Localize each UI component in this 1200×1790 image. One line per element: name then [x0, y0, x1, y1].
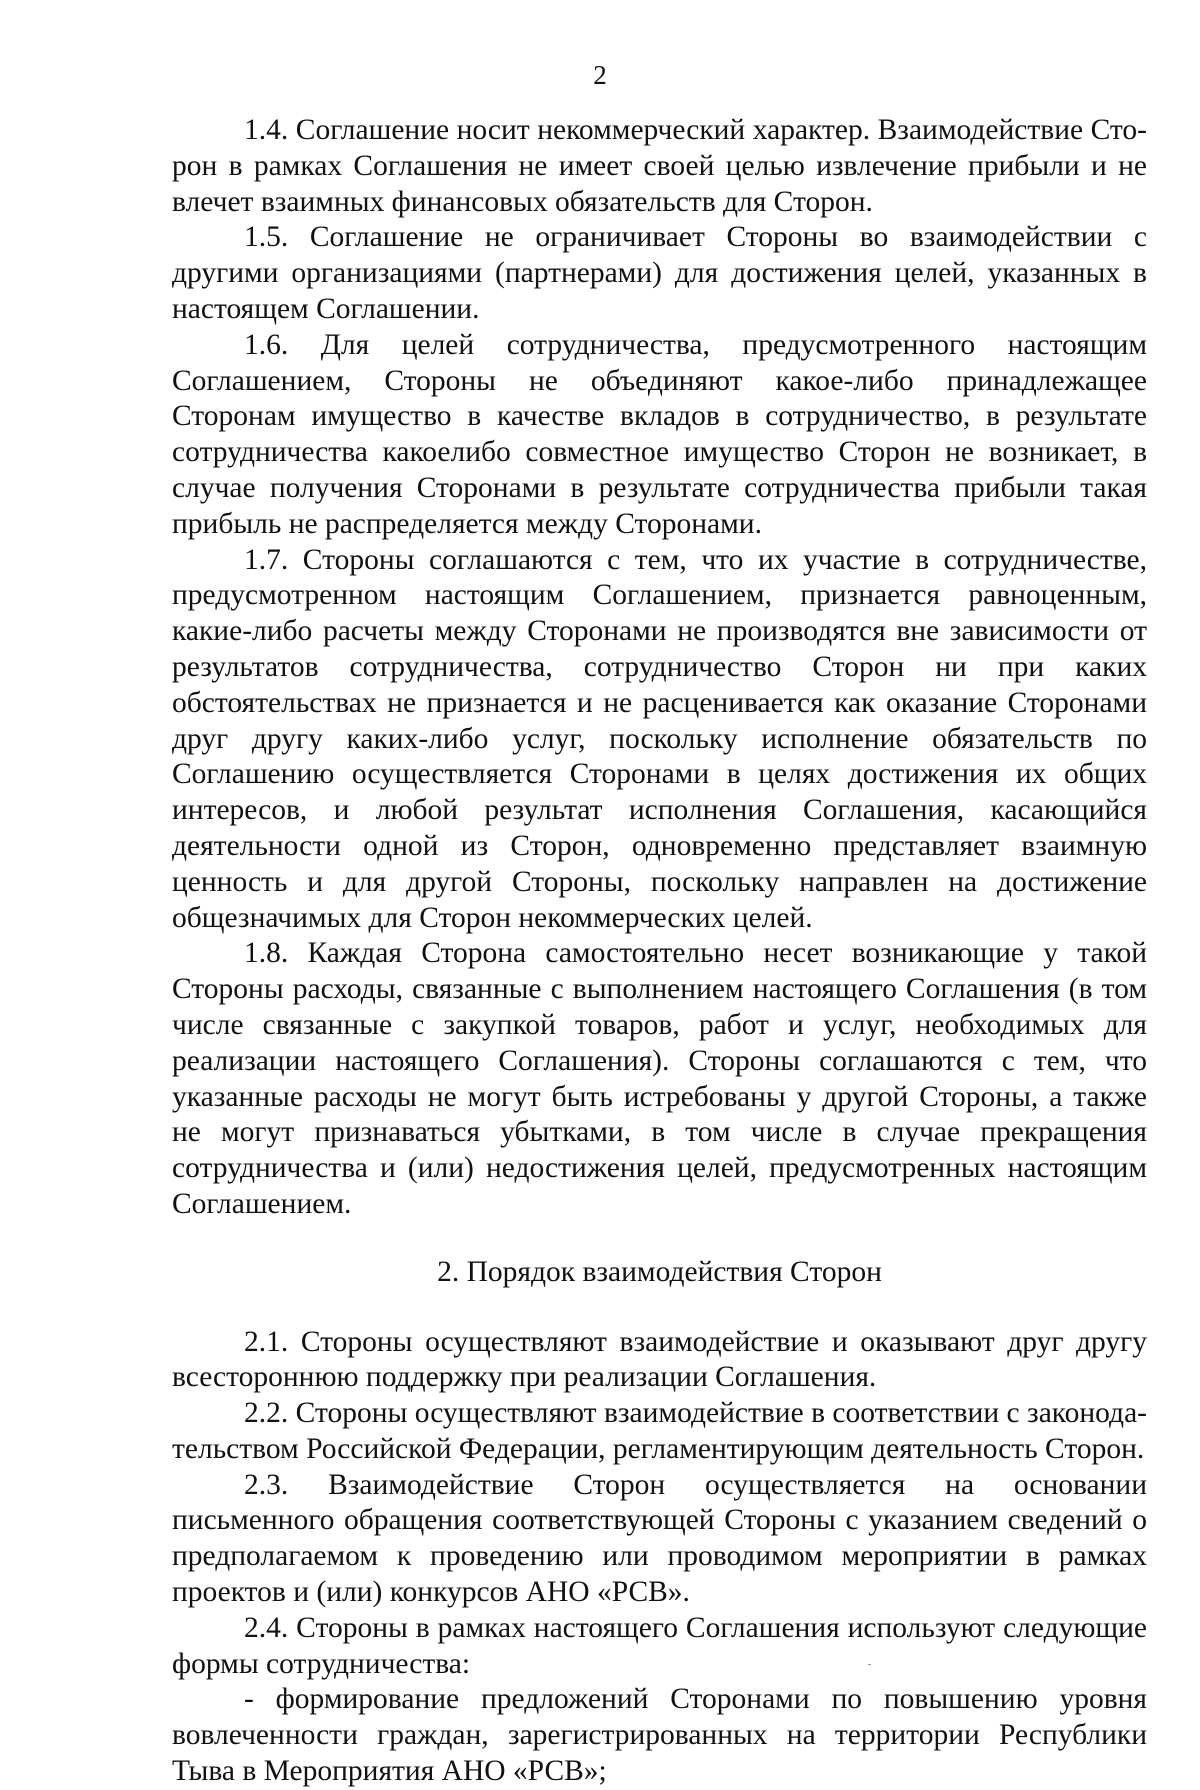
- list-item-formation-proposals: - формирование предложений Сторонами по повышению уровня вовлеченности граждан, зарегистрированных на территории Республики Тыва в Мероприятия АНО «РСВ»;: [172, 1683, 1147, 1788]
- paragraph-2-2: 2.2. Стороны осуществляют взаимодействие в соответствии с законодательством Российской Федерации, регламентирующим деятельность Сторон.: [172, 1397, 1147, 1465]
- paragraph-2-1: 2.1. Стороны осуществляют взаимодействие и оказывают друг другу всестороннюю поддержку при реализации Соглашения.: [172, 1325, 1147, 1394]
- document-body: [172, 113, 1147, 1790]
- paragraph-1-7: 1.7. Стороны соглашаются с тем, что их участие в сотрудничестве, предусмотренном настоящим Соглашением, признается равноценным, какие-либо расчеты между Сторонами не производятся вне зависимости от результатов сотрудничества, сотрудничество Сторон ни при каких обстоятельствах не признается и не расценивается как оказание Сторонами друг другу каких-либо услуг, поскольку исполнение обязательств по Соглашению осуществляется Сторонами в целях достижения их общих интересов, и любой результат исполнения Соглашения, касающийся деятельности одной из Сторон, одновременно представляет взаимную ценность и для другой Стороны, поскольку направлен на достижение общезначимых для Сторон некоммерческих целей.: [172, 543, 1147, 934]
- paragraph-1-6: 1.6. Для целей сотрудничества, предусмотренного настоящим Соглашением, Стороны не объединяют какое-либо принадлежащее Сторонам имущество в качестве вкладов в сотрудничество, в результате сотрудничества какоелибо совместное имущество Сторон не возникает, в случае получения Сторонами в результате сотрудничества прибыли такая прибыль не распределяется между Сторонами.: [172, 328, 1147, 540]
- paragraph-1-8: 1.8. Каждая Сторона самостоятельно несет возникающие у такой Стороны расходы, связанные с выполнением настоящего Соглашения (в том числе связанные с закупкой товаров, работ и услуг, необходимых для реализации настоящего Соглашения). Стороны соглашаются с тем, что указанные расходы не могут быть истребованы у другой Стороны, а также не могут признаваться убытками, в том числе в случае прекращения сотрудничества и (или) недостижения целей, предусмотренных настоящим Соглашением.: [172, 937, 1147, 1220]
- paragraph-1-4: 1.4. Соглашение носит некоммерческий характер. Взаимодействие Сторон в рамках Соглашения не имеет своей целью извлечение прибыли и не влечет взаимных финансовых обязательств для Сторон.: [172, 114, 1147, 218]
- page-number: 2: [593, 60, 607, 90]
- scan-speck: [868, 1664, 871, 1665]
- section-2-heading: 2. Порядок взаимодействия Сторон: [437, 1255, 882, 1288]
- paragraph-1-5: 1.5. Соглашение не ограничивает Стороны во взаимодействии с другими организациями (партнерами) для достижения целей, указанных в настоящем Соглашении.: [172, 221, 1147, 325]
- paragraph-2-4: 2.4. Стороны в рамках настоящего Соглашения используют следующие формы сотрудничества:: [172, 1611, 1147, 1680]
- paragraph-2-3: 2.3. Взаимодействие Сторон осуществляется на основании письменного обращения соответствующей Стороны с указанием сведений о предполагаемом к проведению или проводимом мероприятии в рамках проектов и (или) конкурсов АНО «РСВ».: [172, 1468, 1147, 1609]
